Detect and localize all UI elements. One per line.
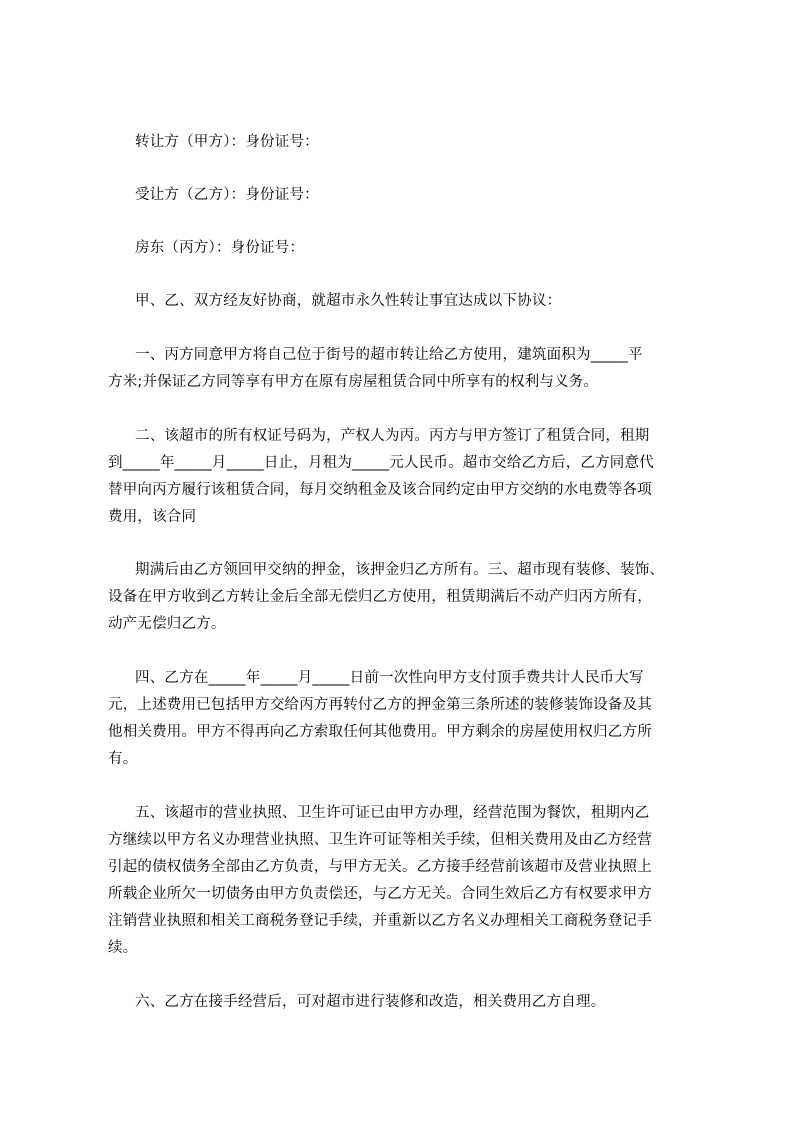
clause2-cont-line-2: 设备在甲方收到乙方转让金后全部无偿归乙方使用，租赁期满后不动产归丙方所有， [108,589,652,605]
clause4-line-4: 有。 [108,751,138,767]
intro-line: 甲、乙、双方经友好协商，就超市永久性转让事宜达成以下协议： [135,293,562,309]
clause4-line-1: 四、乙方在_____年_____月_____日前一次性向甲方支付顶手费共计人民币大写 [135,670,644,686]
transferor-line: 转让方（甲方）：身份证号： [135,134,319,150]
clause2-line-3: 替甲向丙方履行该租赁合同，每月交纳租金及该合同约定由甲方交纳的水电费等各项 [108,482,652,498]
clause4-line-2: 元，上述费用已包括甲方交给丙方再转付乙方的押金第三条所述的装修装饰设备及其 [108,697,652,713]
clause2-line-4: 费用，该合同 [108,509,197,525]
clause5-line-4: 所载企业所欠一切债务由甲方负责偿还，与乙方无关。合同生效后乙方有权要求甲方 [108,886,652,902]
clause1-line-1: 一、丙方同意甲方将自己位于街号的超市转让给乙方使用，建筑面积为_____平 [135,347,643,363]
clause4-line-3: 他相关费用。甲方不得再向乙方索取任何其他费用。甲方剩余的房屋使用权归乙方所 [108,724,652,740]
clause5-line-6: 续。 [108,940,138,956]
transferee-line: 受让方（乙方）：身份证号： [135,187,319,203]
clause5-line-5: 注销营业执照和相关工商税务登记手续，并重新以乙方名义办理相关工商税务登记手 [108,913,652,929]
clause2-cont-line-3: 动产无偿归乙方。 [108,616,226,632]
clause2-cont-line-1: 期满后由乙方领回甲交纳的押金，该押金归乙方所有。三、超市现有装修、装饰、 [135,562,665,578]
clause2-line-1: 二、该超市的所有权证号码为，产权人为丙。丙方与甲方签订了租赁合同，租期 [135,428,650,444]
clause6-line: 六、乙方在接手经营后，可对超市进行装修和改造，相关费用乙方自理。 [135,994,606,1010]
clause1-line-2: 方米;并保证乙方同等享有甲方在原有房屋租赁合同中所享有的权利与义务。 [108,374,599,390]
landlord-line: 房东（丙方）：身份证号： [135,240,305,256]
clause2-line-2: 到_____年_____月_____日止，月租为_____元人民币。超市交给乙方后，乙方同意代 [108,455,654,471]
clause5-line-1: 五、该超市的营业执照、卫生许可证已由甲方办理，经营范围为餐饮，租期内乙 [135,805,650,821]
clause5-line-2: 方继续以甲方名义办理营业执照、卫生许可证等相关手续，但相关费用及由乙方经营 [108,832,652,848]
clause5-line-3: 引起的债权债务全部由乙方负责，与甲方无关。乙方接手经营前该超市及营业执照上 [108,859,652,875]
